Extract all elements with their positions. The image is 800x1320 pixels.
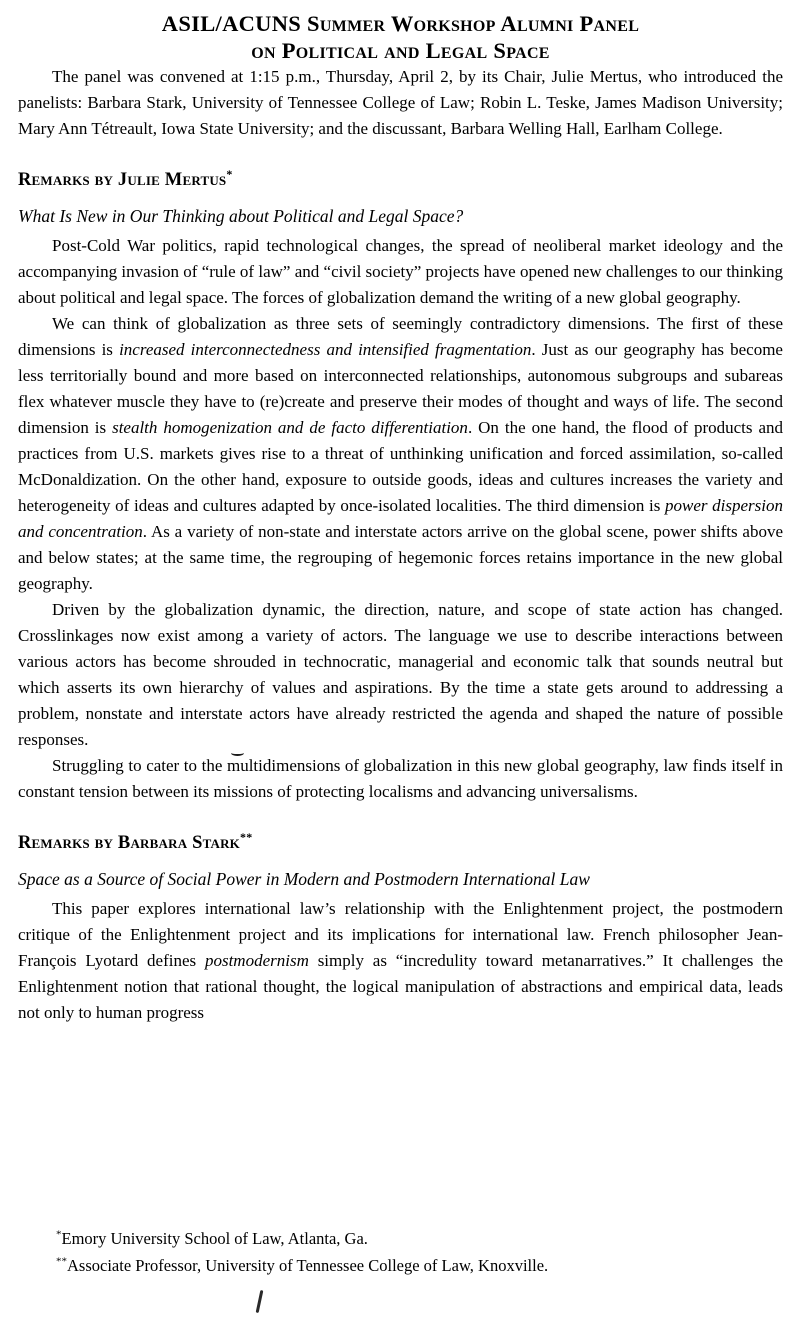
paragraph [18, 896, 783, 1026]
pen-mark-artifact [256, 1290, 263, 1313]
heading-text: Remarks by Julie Mertus [18, 170, 227, 190]
paragraph [18, 753, 783, 805]
title-line-2: on Political and Legal Space [251, 38, 550, 63]
footnote-mark-reference: * [226, 166, 233, 181]
text-run-italic: stealth homogenization and de facto differentiation [112, 418, 468, 437]
paragraph [18, 311, 783, 597]
text-run: This paper explores international law’s relationship with the Enlightenment project, the postmodern critique of the Enlightenment project and its implications for international law. French philosopher Jean-François Lyotard defines [18, 899, 783, 970]
footnote-text: Associate Professor, University of Tennessee College of Law, Knoxville. [67, 1256, 549, 1275]
title-line-1: ASIL/ACUNS Summer Workshop Alumni Panel [161, 11, 640, 36]
section-barbara-stark [18, 831, 783, 1026]
text-run: . On the one hand, the flood of products and practices from U.S. markets gives rise to a threat of unthinking unification and forced assimilation, so-called McDonaldization. On the other hand, exposure to outside goods, ideas and cultures increases the variety and heterogeneity of ideas and cultures adapted by once-isolated localities. The third dimension is [18, 418, 784, 515]
section-julie-mertus [18, 168, 783, 805]
text-run: Driven by the globalization dynamic, the direction, nature, and scope of state action has changed. Crosslinkages now exist among a variety of actors. The language we use to describe interactions between various actors has become shrouded in technocratic, managerial and economic talk that sounds neutral but which asserts its own hierarchy of values and aspirations. By the time a state gets around to addressing a problem, nonstate and interstate actors have already restricted the agenda and shaped the nature of possible responses. [18, 600, 783, 749]
text-run: . Just as our geography has become less territorially bound and more based on interconnected relationships, autonomous subgroups and subareas flex whatever muscle they have to (re)create and preserve their modes of thought and ways of life. The second dimension is [18, 340, 783, 437]
text-run-italic: postmodernism [204, 951, 309, 970]
footnotes [18, 1226, 783, 1280]
text-run: Post-Cold War politics, rapid technological changes, the spread of neoliberal market ideology and the accompanying invasion of “rule of law” and “civil society” projects have opened new challenges to our thinking about political and legal space. The forces of globalization demand the writing of a new global geography. [18, 236, 783, 307]
ink-smudge-artifact [231, 750, 244, 756]
footnote-mark-reference: ** [240, 829, 253, 844]
page-title [18, 10, 783, 64]
footnote-emory [56, 1226, 783, 1252]
section-heading-mertus [18, 168, 783, 193]
text-run: The panel was convened at 1:15 p.m., Thursday, April 2, by its Chair, Julie Mertus, who introduced the panelists: Barbara Stark, University of Tennessee College of Law; Robin L. Teske, James Madison University; Mary Ann Tétreault, Iowa State University; and the discussant, Barbara Welling Hall, Earlham College. [18, 67, 783, 138]
footnote-associate-professor [56, 1253, 783, 1279]
heading-text: Remarks by Barbara Stark [18, 833, 240, 853]
footnote-text: Emory University School of Law, Atlanta, Ga. [61, 1229, 368, 1248]
paragraph [18, 233, 783, 311]
text-run-italic: increased interconnectedness and intensified fragmentation [119, 340, 532, 359]
text-run: . As a variety of non-state and interstate actors arrive on the global scene, power shifts above and below states; at the same time, the regrouping of hegemonic forces retains importance in the new global geography. [18, 522, 784, 593]
text-run: We can think of globalization as three sets of seemingly contradictory dimensions. The first of these dimensions is [18, 314, 783, 359]
paragraph [18, 597, 783, 753]
section-heading-stark [18, 831, 783, 856]
intro-paragraph [18, 64, 783, 142]
text-run: simply as “incredulity toward metanarratives.” It challenges the Enlightenment notion that rational thought, the logical manipulation of abstractions and empirical data, leads not only to human progress [18, 951, 784, 1022]
section-subtitle-mertus: What Is New in Our Thinking about Political and Legal Space? [18, 206, 464, 226]
text-run: Struggling to cater to the multidimensions of globalization in this new global geography, law finds itself in constant tension between its missions of protecting localisms and advancing universalisms. [18, 756, 783, 801]
footnote-mark: ** [56, 1255, 67, 1268]
footnote-mark: * [56, 1228, 62, 1241]
text-run-italic: power dispersion and concentration [18, 496, 783, 541]
section-subtitle-stark: Space as a Source of Social Power in Modern and Postmodern International Law [18, 869, 590, 889]
